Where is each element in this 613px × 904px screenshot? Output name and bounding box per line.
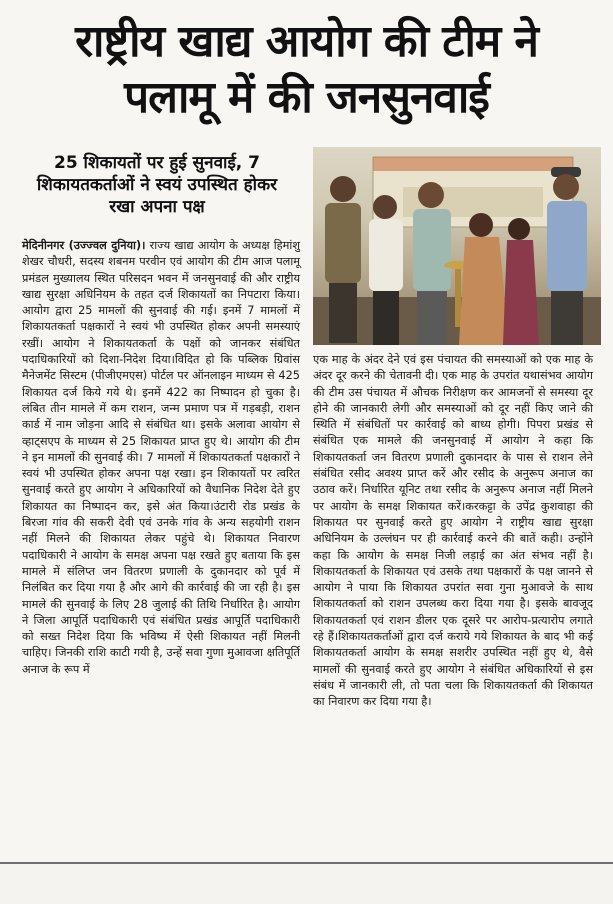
headline-line-1: राष्ट्रीय खाद्य आयोग की टीम ने — [75, 16, 538, 67]
photo-illustration — [313, 147, 601, 345]
article-paragraph-left — [22, 238, 300, 678]
headline-line-2: पलामू में की जनसुनवाई — [124, 72, 489, 123]
bottom-rule — [0, 862, 613, 864]
right-column-text: एक माह के अंदर देने एवं इस पंचायत की समस्याओं को एक माह के अंदर दूर करने की चेतावनी दी। एक माह के उपरांत यथासंभव आयोग की टीम उस पंचायत में औचक निरीक्षण कर आमजनों से समस्या दूर होने की जानकारी लेगी और समस्याओं को दूर नहीं किए जाने की स्थिति में संबंधितों पर कार्रवाई को बाध्य होगी। पिपरा प्रखंड से संबंधित एक मामले की जनसुनवाई में आयोग ने कहा कि शिकायतकर्ता जन वितरण प्रणाली दुकानदार के पास से राशन लेने संबंधित रसीद अवश्य प्राप्त करें और रसीद के अनुरूप अनाज का उठाव करें। निर्धारित यूनिट तथा रसीद के अनुरूप अनाज नहीं मिलने पर आयोग के समक्ष शिकायत करें।करकट्टा के उपेंद्र कुशवाहा की शिकायत पर सुनवाई करते हुए आयोग ने राष्ट्रीय खाद्य सुरक्षा अधिनियम के उल्लंघन पर ही कार्रवाई करने की बातें कही। उन्होंने कहा कि आयोग के समक्ष निजी लड़ाई का अंत संभव नहीं है। शिकायतकर्ता के शिकायत एवं उसके तथा पक्षकारों के पक्ष जानने से आयोग ने पाया कि शिकायत उपरांत सवा गुना मुआवजे के साथ शिकायतकर्ता को राशन उपलब्ध करा दिया गया है। इसके बावजूद शिकायतकर्ता एवं राशन डीलर एक दूसरे पर आरोप-प्रत्यारोप लगाते रहे हैं।शिकायतकर्ताओं द्वारा दर्ज कराये गये शिकायत के बाद भी कई शिकायतकर्ता आयोग के समक्ष सशरीर उपस्थित नहीं हुए थे, वैसे मामलों की सुनवाई करते हुए आयोग ने संबंधित अधिकारियों से इस संबंध में जानकारी ली, तो पता चला कि शिकायतकर्ता की शिकायत का निवारण कर दिया गया है। — [313, 353, 593, 709]
dateline: मेदिनीनगर (उज्ज्वल दुनिया)। — [22, 239, 146, 252]
headline — [10, 14, 603, 126]
article-column-left — [22, 238, 300, 678]
subheadline: 25 शिकायतों पर हुई सुनवाई, 7 शिकायतकर्ताओं ने स्वयं उपस्थित होकर रखा अपना पक्ष — [36, 153, 278, 217]
article-column-right — [313, 352, 593, 711]
left-column-text: राज्य खाद्य आयोग के अध्यक्ष हिमांशु शेखर चौधरी, सदस्य शबनम परवीन एवं आयोग की टीम आज पलामू प्रमंडल मुख्यालय स्थित परिसदन भवन में जनसुनवाई की और राष्ट्रीय खाद्य सुरक्षा अधिनियम के तहत दर्ज शिकायतों का निपटारा किया। आयोग द्वारा 25 मामलों की सुनवाई की गई। इनमें 7 मामलों में शिकायतकर्ता पक्षकारों ने स्वयं भी उपस्थित होकर अपनी समस्याएं रखीं। आयोग ने शिकायतकर्ता के पक्षों को जानकर संबंधित पदाधिकारियों को दिशा-निदेश दिया।विदित हो कि पब्लिक ग्रिवांस मैनेजमेंट सिस्टम (पीजीएमएस) पोर्टल पर ऑनलाइन माध्यम से 425 शिकायत दर्ज किये गये थे। इनमें 422 का निष्पादन हो चुका है। लंबित तीन मामले में कम राशन, जन्म प्रमाण पत्र में गड़बड़ी, राशन कार्ड में नाम जोड़ना आदि से संबंधित था। इसके अलावा आयोग से व्हाट्सएप के माध्यम से 25 शिकायत प्राप्त हुए थे। आयोग की टीम ने इन मामलों की सुनवाई की। 7 मामलों में शिकायतकर्ता पक्षकारों ने स्वयं भी उपस्थित होकर अपना पक्ष रखा। इन शिकायतों पर त्वरित सुनवाई करते हुए आयोग ने अधिकारियों को वैधानिक निदेश देते हुए शिकायत का निष्पादन कर, इसे अंत किया।उंटारी रोड प्रखंड के बिरजा गांव की सकरी देवी एवं उनके गांव के अन्य सहयोगी राशन नहीं मिलने की शिकायत लेकर पहुंचे थे। शिकायत निवारण पदाधिकारी ने आयोग के समक्ष अपना पक्ष रखते हुए बताया कि इस मामले में संलिप्त जन वितरण प्रणाली के दुकानदार को पूर्व में निलंबित कर दिया गया है और आगे की कार्रवाई की जा रही है। इस मामले की सुनवाई के लिए 28 जुलाई की तिथि निर्धारित है। आयोग ने जिला आपूर्ति पदाधिकारी एवं संबंधित प्रखंड आपूर्ति पदाधिकारी को सख्त निदेश दिया कि भविष्य में ऐसी शिकायत नहीं मिलनी चाहिए। जिनकी राशि काटी गयी है, उन्हें सवा गुणा मुआवजा क्षतिपूर्ति अनाज के रूप में — [22, 239, 301, 676]
event-photo — [313, 147, 601, 345]
